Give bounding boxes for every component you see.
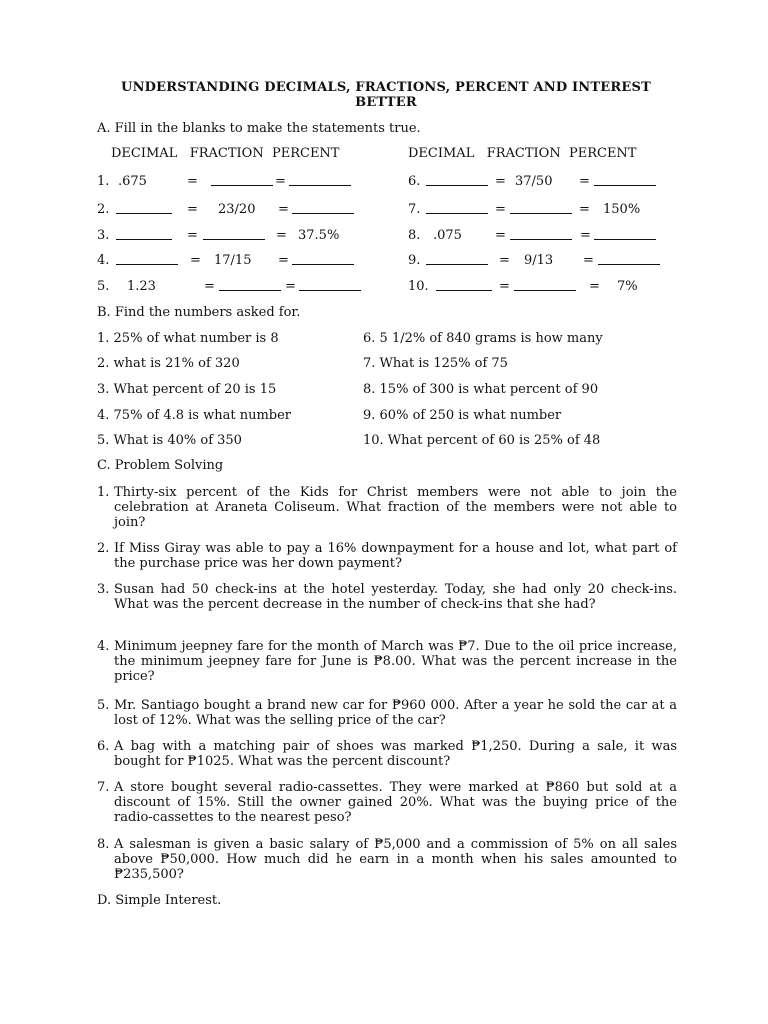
a-percent-value: 150%: [603, 202, 641, 217]
c-problem-text: Susan had 50 check-ins at the hotel yesterday. Today, she had only 20 check-ins. What was the percent decrease in the number of check-ins that she had?: [114, 582, 677, 612]
c-problem: [97, 582, 677, 612]
a-fraction-value: 37/50: [515, 174, 553, 189]
section-a-headers-left: DECIMAL FRACTION PERCENT: [111, 146, 340, 161]
b-question: 7. What is 125% of 75: [363, 356, 508, 371]
fraction-blank[interactable]: [514, 279, 576, 296]
a-fraction-value: 23/20: [218, 202, 256, 217]
a-row-number: 4.: [97, 253, 110, 268]
c-problem-number: 5.: [97, 698, 110, 713]
c-problem: [97, 541, 677, 571]
equals-sign: =: [495, 228, 506, 243]
b-question: 4. 75% of 4.8 is what number: [97, 408, 292, 423]
a-fraction-value: 9/13: [524, 253, 554, 268]
a-decimal-value: .075: [433, 228, 462, 243]
c-problem-text: Mr. Santiago bought a brand new car for ₱960 000. After a year he sold the car at a lost of 12%. What was the selling price of the car?: [114, 698, 677, 728]
equals-sign: =: [499, 253, 510, 268]
decimal-blank[interactable]: [116, 253, 178, 270]
a-percent-value: 37.5%: [298, 228, 340, 243]
b-question: 10. What percent of 60 is 25% of 48: [363, 433, 601, 448]
a-row-number: 7.: [408, 202, 421, 217]
percent-blank[interactable]: [289, 174, 351, 191]
c-problem: [97, 780, 677, 825]
equals-sign: =: [187, 174, 198, 189]
c-problem: [97, 485, 677, 530]
equals-sign: =: [187, 202, 198, 217]
b-question: 3. What percent of 20 is 15: [97, 382, 277, 397]
decimal-blank[interactable]: [426, 253, 488, 270]
c-problem-number: 3.: [97, 582, 110, 597]
b-question: 1. 25% of what number is 8: [97, 331, 279, 346]
fraction-blank[interactable]: [219, 279, 281, 296]
percent-blank[interactable]: [292, 253, 354, 270]
b-question: 9. 60% of 250 is what number: [363, 408, 562, 423]
c-problem-number: 8.: [97, 837, 110, 852]
percent-blank[interactable]: [594, 228, 656, 245]
equals-sign: =: [276, 228, 287, 243]
fraction-blank[interactable]: [203, 228, 265, 245]
equals-sign: =: [187, 228, 198, 243]
c-problem-number: 1.: [97, 485, 110, 500]
a-row-number: 1.: [97, 174, 110, 189]
c-problem: [97, 739, 677, 769]
a-row-number: 8.: [408, 228, 421, 243]
c-problem-number: 7.: [97, 780, 110, 795]
percent-blank[interactable]: [299, 279, 361, 296]
c-problem: [97, 837, 677, 882]
a-percent-value: 7%: [617, 279, 638, 294]
a-decimal-value: 1.23: [127, 279, 156, 294]
a-row-number: 2.: [97, 202, 110, 217]
a-fraction-value: 17/15: [214, 253, 252, 268]
c-problem-number: 2.: [97, 541, 110, 556]
equals-sign: =: [278, 202, 289, 217]
c-problem-text: Thirty-six percent of the Kids for Christ members were not able to join the celebration at Araneta Coliseum. What fraction of the members were not able to join?: [114, 485, 677, 530]
b-question: 2. what is 21% of 320: [97, 356, 240, 371]
b-question: 6. 5 1/2% of 840 grams is how many: [363, 331, 603, 346]
equals-sign: =: [278, 253, 289, 268]
a-row-number: 5.: [97, 279, 110, 294]
equals-sign: =: [495, 202, 506, 217]
c-problem-text: If Miss Giray was able to pay a 16% downpayment for a house and lot, what part of the purchase price was her down payment?: [114, 541, 677, 571]
percent-blank[interactable]: [598, 253, 660, 270]
decimal-blank[interactable]: [116, 202, 172, 219]
a-row-number: 3.: [97, 228, 110, 243]
equals-sign: =: [275, 174, 286, 189]
equals-sign: =: [495, 174, 506, 189]
equals-sign: =: [579, 202, 590, 217]
fraction-blank[interactable]: [510, 228, 572, 245]
c-problem-text: Minimum jeepney fare for the month of March was ₱7. Due to the oil price increase, the minimum jeepney fare for June is ₱8.00. What was the percent increase in the price?: [114, 639, 677, 684]
a-row-number: 9.: [408, 253, 421, 268]
decimal-blank[interactable]: [436, 279, 492, 296]
c-problem-text: A salesman is given a basic salary of ₱5,000 and a commission of 5% on all sales above ₱50,000. How much did he earn in a month when his sales amounted to ₱235,500?: [114, 837, 677, 882]
page-title: UNDERSTANDING DECIMALS, FRACTIONS, PERCENT AND INTEREST: [121, 80, 651, 95]
section-a-headers-right: DECIMAL FRACTION PERCENT: [408, 146, 637, 161]
equals-sign: =: [579, 174, 590, 189]
equals-sign: =: [580, 228, 591, 243]
fraction-blank[interactable]: [510, 202, 572, 219]
c-problem-number: 6.: [97, 739, 110, 754]
a-row-number: 6.: [408, 174, 421, 189]
a-decimal-value: .675: [118, 174, 147, 189]
equals-sign: =: [204, 279, 215, 294]
equals-sign: =: [285, 279, 296, 294]
c-problem-text: A store bought several radio-cassettes. They were marked at ₱860 but sold at a discount of 15%. Still the owner gained 20%. What was the buying price of the radio-cassettes to the nearest peso?: [114, 780, 677, 825]
equals-sign: =: [499, 279, 510, 294]
section-c-heading: C. Problem Solving: [97, 458, 224, 473]
c-problem-text: A bag with a matching pair of shoes was marked ₱1,250. During a sale, it was bought for ₱1025. What was the percent discount?: [114, 739, 677, 769]
section-b-heading: B. Find the numbers asked for.: [97, 305, 301, 320]
b-question: 5. What is 40% of 350: [97, 433, 242, 448]
c-problem-number: 4.: [97, 639, 110, 654]
b-question: 8. 15% of 300 is what percent of 90: [363, 382, 599, 397]
decimal-blank[interactable]: [426, 202, 488, 219]
c-problem: [97, 639, 677, 684]
equals-sign: =: [583, 253, 594, 268]
a-row-number: 10.: [408, 279, 429, 294]
decimal-blank[interactable]: [426, 174, 488, 191]
percent-blank[interactable]: [594, 174, 656, 191]
c-problem: [97, 698, 677, 728]
fraction-blank[interactable]: [211, 174, 273, 191]
percent-blank[interactable]: [292, 202, 354, 219]
section-d-heading: D. Simple Interest.: [97, 893, 222, 908]
page-title-continued: BETTER: [355, 95, 417, 110]
decimal-blank[interactable]: [116, 228, 172, 245]
equals-sign: =: [589, 279, 600, 294]
section-a-heading: A. Fill in the blanks to make the statements true.: [97, 121, 421, 136]
equals-sign: =: [190, 253, 201, 268]
